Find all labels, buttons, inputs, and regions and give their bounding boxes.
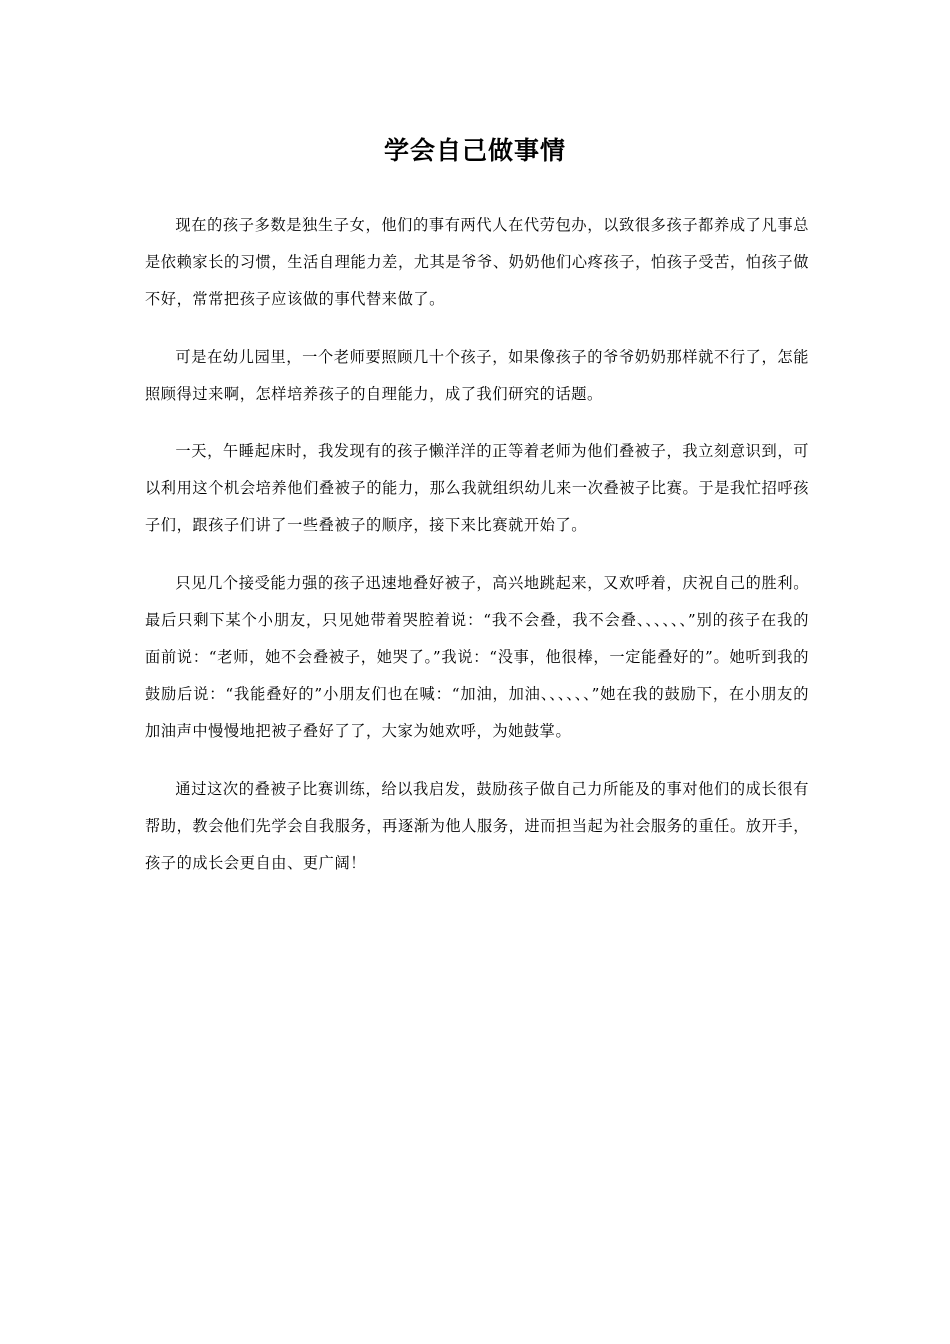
paragraph-1: 现在的孩子多数是独生子女，他们的事有两代人在代劳包办，以致很多孩子都养成了凡事总是依赖家长的习惯，生活自理能力差，尤其是爷爷、奶奶他们心疼孩子，怕孩子受苦，怕孩子做不好，常常把孩子应该做的事代替来做了。	[145, 216, 809, 309]
document-title: 学会自己做事情	[383, 136, 566, 165]
paragraph-5: 通过这次的叠被子比赛训练，给以我启发，鼓励孩子做自己力所能及的事对他们的成长很有帮助，教会他们先学会自我服务，再逐渐为他人服务，进而担当起为社会服务的重任。放开手，孩子的成长会更自由、更广阔！	[145, 779, 809, 873]
document-body	[145, 207, 809, 902]
paragraph-2: 可是在幼儿园里，一个老师要照顾几十个孩子，如果像孩子的爷爷奶奶那样就不行了，怎能照顾得过来啊，怎样培养孩子的自理能力，成了我们研究的话题。	[145, 347, 809, 403]
paragraph-4: 只见几个接受能力强的孩子迅速地叠好被子，高兴地跳起来，又欢呼着，庆祝自己的胜利。最后只剩下某个小朋友，只见她带着哭腔着说：“我不会叠，我不会叠、、、、、、”别的孩子在我的面前说：“老师，她不会叠被子，她哭了。”我说：“没事，他很棒，一定能叠好的”。她听到我的鼓励后说：“我能叠好的”小朋友们也在喊：“加油，加油、、、、、、”她在我的鼓励下，在小朋友的加油声中慢慢地把被子叠好了了，大家为她欢呼，为她鼓掌。	[145, 573, 809, 741]
paragraph-3: 一天，午睡起床时，我发现有的孩子懒洋洋的正等着老师为他们叠被子，我立刻意识到，可以利用这个机会培养他们叠被子的能力，那么我就组织幼儿来一次叠被子比赛。于是我忙招呼孩子们，跟孩子们讲了一些叠被子的顺序，接下来比赛就开始了。	[145, 442, 809, 535]
